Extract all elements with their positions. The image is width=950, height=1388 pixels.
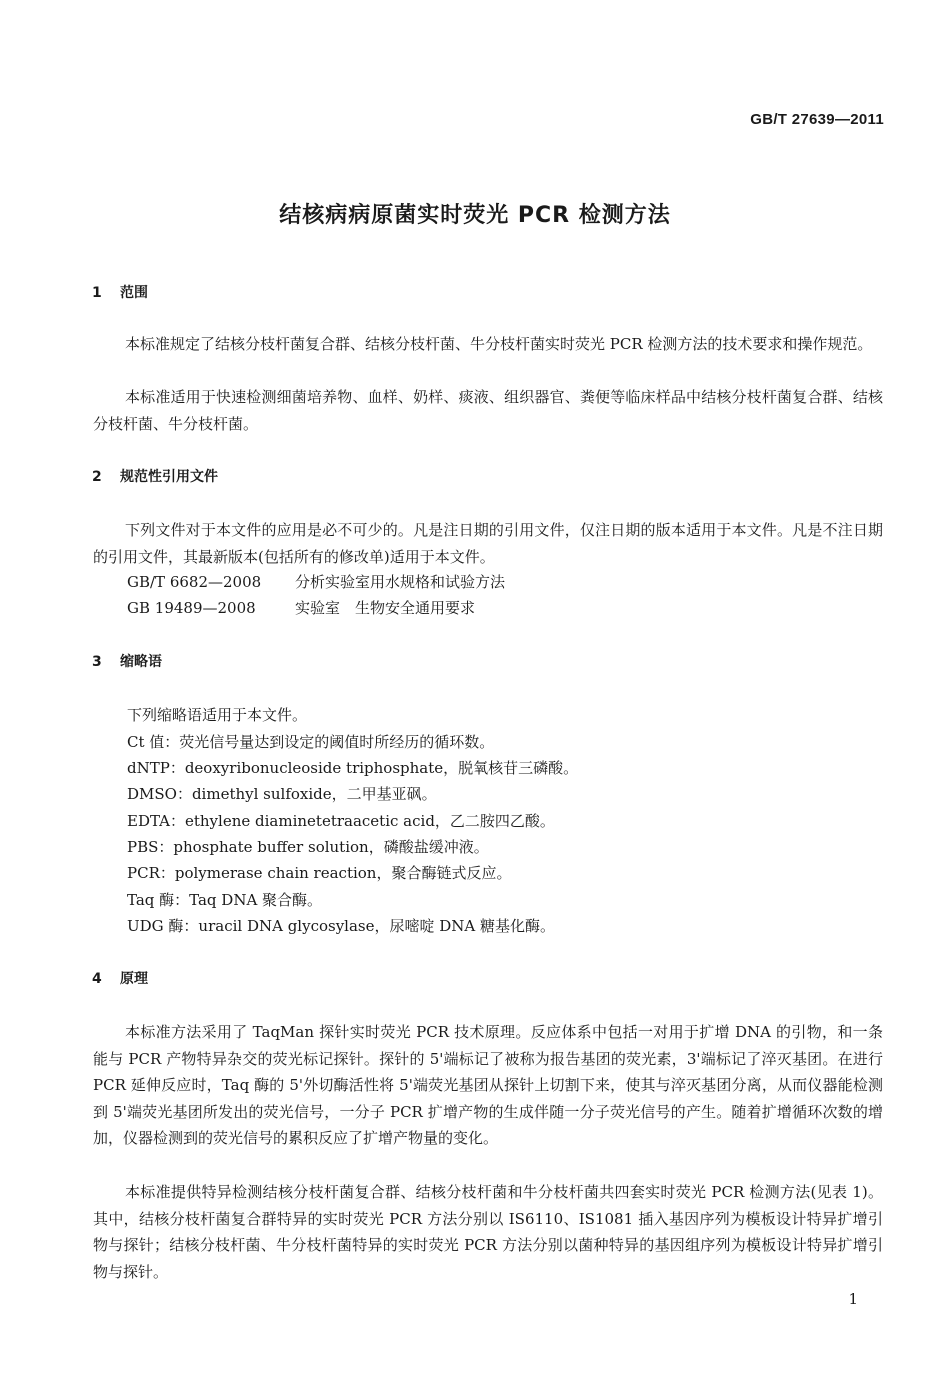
abbreviation-line: EDTA：ethylene diaminetetraacetic acid，乙二胺四乙酸。 [127,812,555,830]
page-number: 1 [848,1290,858,1308]
reference-item [127,595,475,622]
section-1-heading [92,282,148,302]
paragraph: 下列文件对于本文件的应用是必不可少的。凡是注日期的引用文件，仅注日期的版本适用于本文件。凡是不注日期的引用文件，其最新版本(包括所有的修改单)适用于本文件。 [93,521,883,566]
abbreviation-line: Ct 值：荧光信号量达到设定的阈值时所经历的循环数。 [127,733,495,751]
reference-code: GB 19489—2008 [127,599,256,617]
section-2-heading [92,466,218,486]
abbreviation-line: Taq 酶：Taq DNA 聚合酶。 [127,891,323,909]
section-title: 原理 [120,971,148,987]
reference-title: 分析实验室用水规格和试验方法 [295,573,506,591]
section-title: 缩略语 [120,654,162,670]
paragraph: 本标准方法采用了 TaqMan 探针实时荧光 PCR 技术原理。反应体系中包括一对用于扩增 DNA 的引物，和一条能与 PCR 产物特异杂交的荧光标记探针。探针的 5'端标记了被称为报告基团的荧光素，3'端标记了淬灭基团。在进行 PCR 延伸反应时，Taq 酶的 5'外切酶活性将 5'端荧光基团从探针上切割下来，使其与淬灭基团分离，从而仪器能检测到 5'端荧光基团所发出的荧光信号，一分子 PCR 扩增产物的生成伴随一分子荧光信号的产生。随着扩增循环次数的增加，仪器检测到的荧光信号的累积反应了扩增产物量的变化。 [93,1023,883,1147]
section-number: 2 [92,469,102,485]
paragraph: 本标准提供特异检测结核分枝杆菌复合群、结核分枝杆菌和牛分枝杆菌共四套实时荧光 PCR 检测方法(见表 1)。其中，结核分枝杆菌复合群特异的实时荧光 PCR 方法分别以 IS6110、IS1081 插入基因序列为模板设计特异扩增引物与探针；结核分枝杆菌、牛分枝杆菌特异的实时荧光 PCR 方法分别以菌种特异的基因组序列为模板设计特异扩增引物与探针。 [93,1183,883,1281]
abbreviation-line: 下列缩略语适用于本文件。 [127,706,308,724]
reference-item [127,569,505,596]
paragraph: 本标准适用于快速检测细菌培养物、血样、奶样、痰液、组织器官、粪便等临床样品中结核分枝杆菌复合群、结核分枝杆菌、牛分枝杆菌。 [93,388,883,433]
abbreviation-line: dNTP：deoxyribonucleoside triphosphate，脱氧核苷三磷酸。 [127,759,579,777]
abbreviation-line: PCR：polymerase chain reaction，聚合酶链式反应。 [127,864,512,882]
abbreviation-line: PBS：phosphate buffer solution，磷酸盐缓冲液。 [127,838,489,856]
reference-code: GB/T 6682—2008 [127,573,262,591]
section-title: 规范性引用文件 [120,469,218,485]
document-title: 结核病病原菌实时荧光 PCR 检测方法 [279,203,671,228]
paragraph: 本标准规定了结核分枝杆菌复合群、结核分枝杆菌、牛分枝杆菌实时荧光 PCR 检测方法的技术要求和操作规范。 [125,335,873,353]
section-number: 3 [92,654,102,670]
abbreviation-line: UDG 酶：uracil DNA glycosylase，尿嘧啶 DNA 糖基化酶。 [127,917,556,935]
standard-code: GB/T 27639—2011 [750,111,884,128]
reference-title: 实验室 生物安全通用要求 [295,599,476,617]
section-number: 1 [92,285,102,301]
abbreviation-line: DMSO：dimethyl sulfoxide，二甲基亚砜。 [127,785,437,803]
section-3-heading [92,651,162,671]
section-number: 4 [92,971,102,987]
section-4-heading [92,968,148,988]
section-title: 范围 [120,285,148,301]
